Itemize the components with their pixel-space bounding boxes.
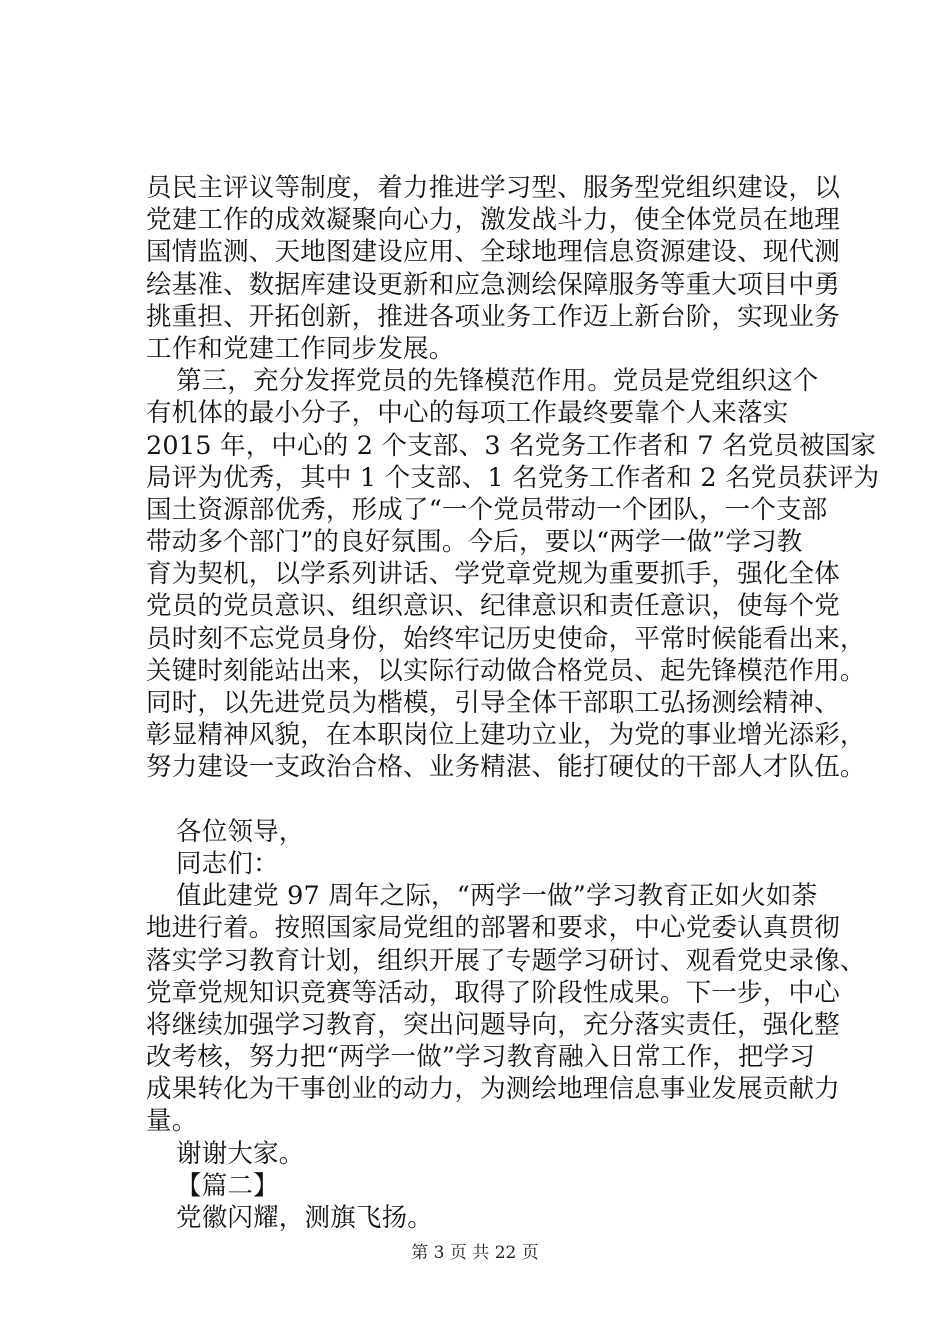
- text-line: 育为契机，以学系列讲话、学党章党规为重要抓手，强化全体: [146, 559, 840, 590]
- text-line: 彰显精神风貌，在本职岗位上建功立业，为党的事业增光添彩，: [146, 720, 866, 751]
- blank-line: [146, 784, 836, 816]
- text-line: 落实学习教育计划，组织开展了专题学习研讨、观看党史录像、: [146, 945, 866, 976]
- section-heading: 【篇二】: [176, 1170, 279, 1201]
- paragraph-start-line: 值此建党 97 周年之际，“两学一做”学习教育正如火如荼: [176, 881, 818, 912]
- salutation-line: 各位领导，: [176, 816, 305, 847]
- text-line: 有机体的最小分子，中心的每项工作最终要靠个人来落实: [146, 398, 789, 429]
- text-line: 员时刻不忘党员身份，始终牢记历史使命，平常时候能看出来，: [146, 623, 866, 654]
- text-line: 成果转化为干事创业的动力，为测绘地理信息事业发展贡献力: [146, 1074, 840, 1105]
- text-line: 将继续加强学习教育，突出问题导向，充分落实责任，强化整: [146, 1009, 840, 1040]
- text-line: 党章党规知识竞赛等活动，取得了阶段性成果。下一步，中心: [146, 977, 840, 1008]
- text-line: 挑重担、开拓创新，推进各项业务工作迈上新台阶，实现业务: [146, 301, 840, 332]
- text-line: 努力建设一支政治合格、业务精湛、能打硬仗的干部人才队伍。: [146, 752, 866, 783]
- salutation-line: 同志们：: [176, 848, 279, 879]
- text-line: 关键时刻能站出来，以实际行动做合格党员、起先锋模范作用。: [146, 655, 866, 686]
- text-line: 绘基准、数据库建设更新和应急测绘保障服务等重大项目中勇: [146, 269, 840, 300]
- text-line: 工作和党建工作同步发展。: [146, 333, 455, 364]
- text-line: 国情监测、天地图建设应用、全球地理信息资源建设、现代测: [146, 237, 840, 268]
- page-number-footer: 第 3 页 共 22 页: [411, 1243, 539, 1263]
- text-line: 党建工作的成效凝聚向心力，激发战斗力，使全体党员在地理: [146, 205, 840, 236]
- text-line: 党员的党员意识、组织意识、纪律意识和责任意识，使每个党: [146, 591, 840, 622]
- text-line: 局评为优秀，其中 1 个支部、1 名党务工作者和 2 名党员获评为: [146, 462, 880, 493]
- paragraph-start-line: 党徽闪耀，测旗飞扬。: [176, 1203, 434, 1233]
- document-body: [146, 172, 880, 1234]
- text-line: 国土资源部优秀，形成了“一个党员带动一个团队，一个支部: [146, 494, 828, 525]
- text-line: 员民主评议等制度，着力推进学习型、服务型党组织建设，以: [146, 173, 840, 203]
- text-line: 量。: [146, 1106, 198, 1137]
- paragraph-start-line: 第三，充分发挥党员的先锋模范作用。党员是党组织这个: [176, 366, 819, 397]
- text-line: 同时，以先进党员为楷模，引导全体干部职工弘扬测绘精神、: [146, 688, 840, 718]
- text-line: 2015 年，中心的 2 个支部、3 名党务工作者和 7 名党员被国家: [146, 430, 877, 461]
- text-line: 带动多个部门”的良好氛围。今后，要以“两学一做”学习教: [146, 527, 803, 558]
- text-line: 改考核，努力把“两学一做”学习教育融入日常工作，把学习: [146, 1042, 815, 1073]
- closing-line: 谢谢大家。: [176, 1138, 305, 1169]
- text-line: 地进行着。按照国家局党组的部署和要求，中心党委认真贯彻: [146, 913, 840, 944]
